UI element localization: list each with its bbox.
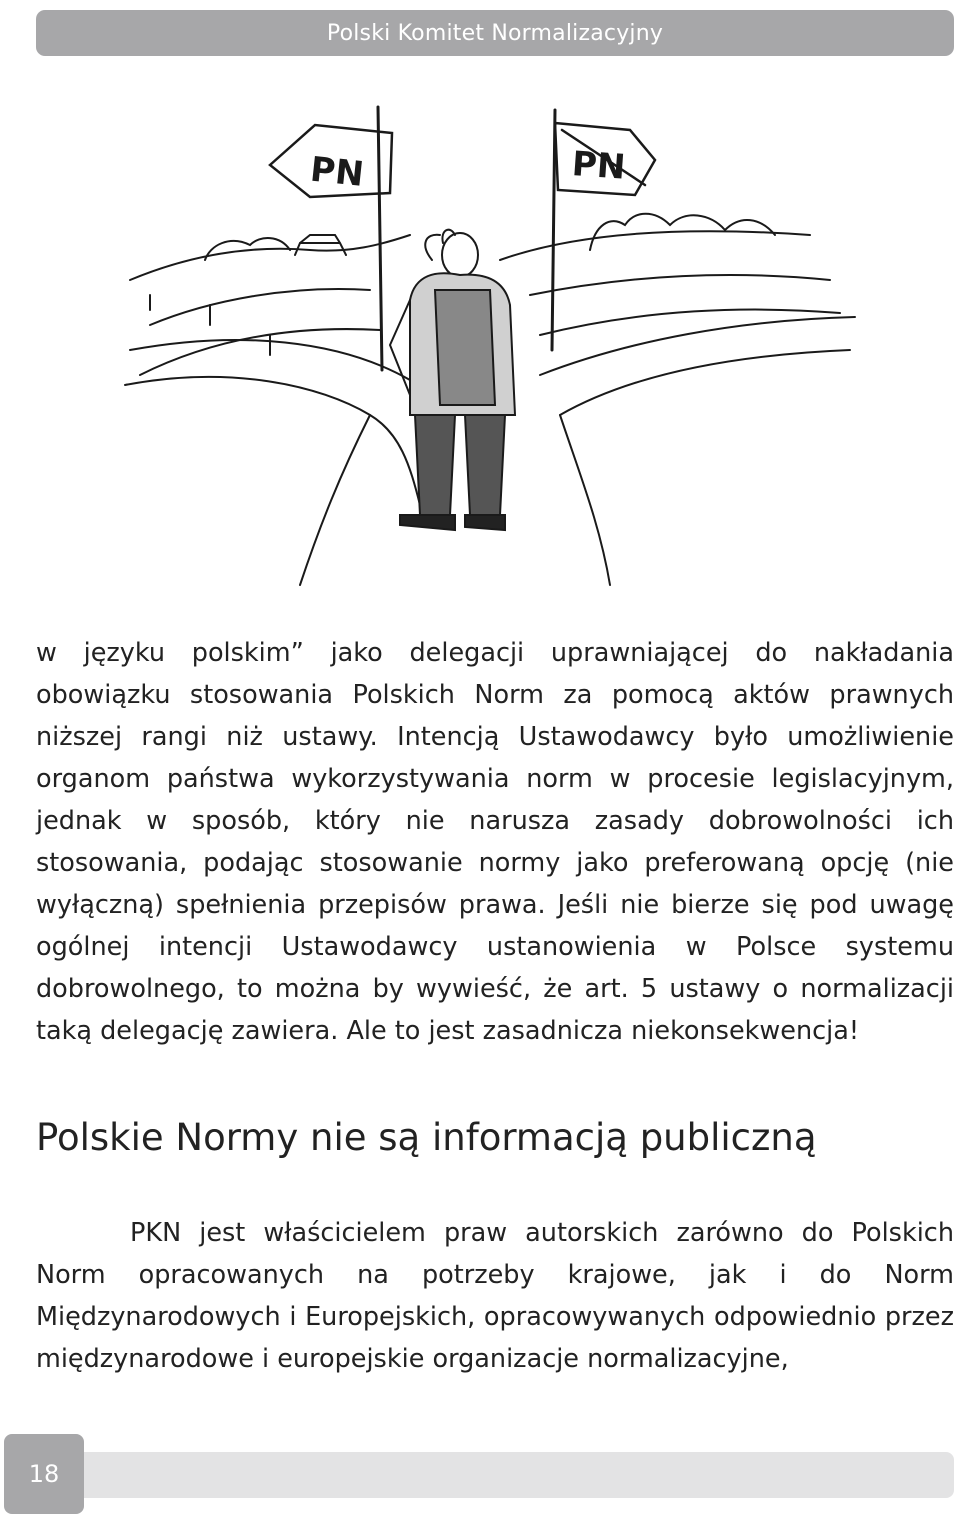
footer-bar [84, 1452, 954, 1498]
left-sign-label: PN [308, 149, 366, 195]
field-right-1 [530, 275, 830, 295]
road-right-edge [560, 350, 850, 415]
section-heading: Polskie Normy nie są informacją publiczną [36, 1116, 817, 1159]
right-hill-line [500, 231, 810, 260]
page-number-box [4, 1434, 84, 1514]
body-paragraph-2: PKN jest właścicielem praw autorskich zarówno do Polskich Norm opracowanych na potrzeby krajowe, jak i do Norm Międzynarodowych i Europejskich, opracowywanych odpowiednio przez międzynarodowe i europejskie organizacje normalizacyjne, [36, 1218, 954, 1374]
header-title: Polski Komitet Normalizacyjny [326, 20, 664, 46]
road-bottom-right [560, 415, 610, 585]
field-right-2 [540, 309, 840, 335]
house [295, 235, 346, 255]
left-hill-line [130, 235, 410, 280]
road-left-edge [125, 377, 420, 505]
page-number: 18 [28, 1460, 60, 1488]
crossroads-illustration [110, 85, 870, 595]
body-paragraph-1: w języku polskim” jako delegacji uprawniającej do nakładania obowiązku stosowania Polskich Norm za pomocą aktów prawnych niższej rangi niż ustawy. Intencją Ustawodawcy było umożliwienie organom państwa wykorzystywania norm w procesie legislacyjnym, jednak w sposób, który nie narusza zasady dobrowolności ich stosowania, podając stosowanie normy jako preferowaną opcję (nie wyłączną) spełnienia przepisów prawa. Jeśli nie bierze się pod uwagę ogólnej intencji Ustawodawcy ustanowienia w Polsce systemu dobrowolnego, to można by wywieść, że art. 5 ustawy o normalizacji taką delegację zawiera. Ale to jest zasadnicza niekonsekwencja! [36, 638, 954, 1046]
field-left-1 [150, 289, 370, 325]
right-sign-label: PN [570, 144, 627, 188]
right-signpost [552, 110, 555, 350]
road-bottom-left [300, 415, 370, 585]
field-left-2 [140, 329, 380, 375]
running-header [36, 10, 954, 56]
